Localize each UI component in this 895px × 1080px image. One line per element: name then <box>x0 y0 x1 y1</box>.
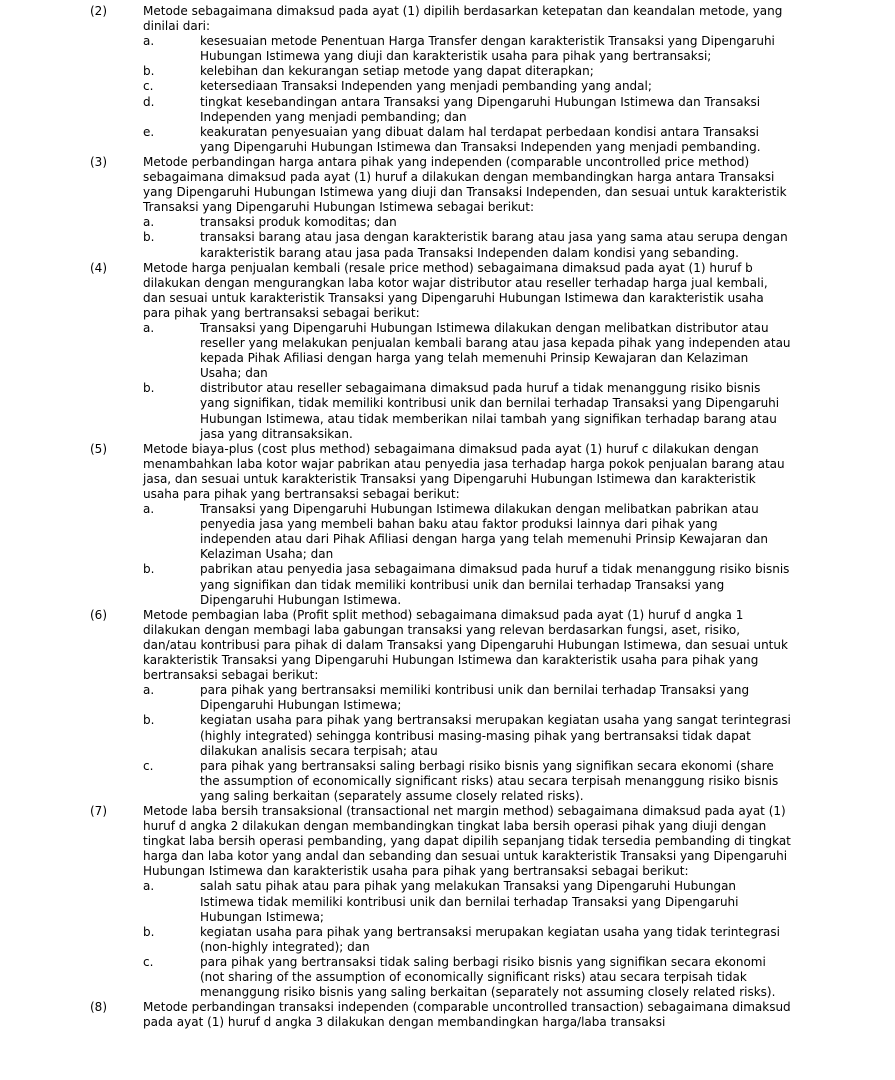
paragraph-body <box>143 608 791 804</box>
paragraph-body <box>143 442 791 608</box>
sub-item-text: kelebihan dan kekurangan setiap metode yang dapat diterapkan; <box>200 64 594 79</box>
sub-item-letter: c. <box>143 79 154 94</box>
numbered-paragraph <box>90 4 895 155</box>
sub-item-text: kesesuaian metode Penentuan Harga Transfer dengan karakteristik Transaksi yang Dipengaruhi Hubungan Istimewa yang diuji dan karakteristik usaha para pihak yang bertransaksi; <box>200 34 775 64</box>
paragraph-body <box>143 261 791 442</box>
sub-item <box>143 381 791 441</box>
paragraph-text: Metode sebagaimana dimaksud pada ayat (1) dipilih berdasarkan ketepatan dan keandalan metode, yang dinilai dari: <box>143 4 783 34</box>
sub-item-text: kegiatan usaha para pihak yang bertransaksi merupakan kegiatan usaha yang tidak terintegrasi (non-highly integrated); dan <box>200 924 780 954</box>
sub-item-letter: a. <box>143 320 155 335</box>
sub-item-letter: a. <box>143 683 155 698</box>
sub-item <box>143 230 791 260</box>
paragraph-number: (3) <box>90 154 107 169</box>
sub-item-letter: b. <box>143 924 155 939</box>
sub-item-letter: b. <box>143 713 155 728</box>
sub-item-text: kegiatan usaha para pihak yang bertransaksi merupakan kegiatan usaha yang sangat terintegrasi (highly integrated) sehingga kontribusi masing-masing pihak yang bertransaksi tidak dapat dilakukan analisis secara terpisah; atau <box>200 713 791 758</box>
paragraph-number: (6) <box>90 607 107 622</box>
paragraph-text: Metode laba bersih transaksional (transactional net margin method) sebagaimana dimaksud pada ayat (1) huruf d angka 2 dilakukan dengan membandingkan tingkat laba bersih operasi pihak yang diuji dengan tingkat laba bersih operasi pembanding, yang dapat dipilih sepanjang tidak tersedia pembanding di tingkat harga dan laba kotor yang andal dan sebanding dan sesuai untuk karakteristik Transaksi yang Dipengaruhi Hubungan Istimewa dan karakteristik usaha para pihak yang bertransaksi sebagai berikut: <box>143 803 791 879</box>
sub-item-letter: a. <box>143 34 155 49</box>
sub-item <box>143 95 791 125</box>
sub-item <box>143 125 791 155</box>
sub-item-letter: b. <box>143 381 155 396</box>
sub-item-letter: c. <box>143 954 154 969</box>
sub-item-letter: b. <box>143 230 155 245</box>
paragraph-body <box>143 1000 791 1030</box>
sub-item-text: transaksi produk komoditas; dan <box>200 215 397 230</box>
sub-item <box>143 321 791 381</box>
paragraph-body <box>143 804 791 1000</box>
paragraph-number: (8) <box>90 1000 107 1015</box>
paragraph-text: Metode perbandingan harga antara pihak yang independen (comparable uncontrolled price method) sebagaimana dimaksud pada ayat (1) huruf a dilakukan dengan membandingkan harga antara Transaksi yang Dipengaruhi Hubungan Istimewa yang diuji dan Transaksi Independen, dan sesuai untuk karakteristik Transaksi yang Dipengaruhi Hubungan Istimewa sebagai berikut: <box>143 154 787 215</box>
paragraph-number: (5) <box>90 441 107 456</box>
sub-item <box>143 683 791 713</box>
sub-item-text: transaksi barang atau jasa dengan karakteristik barang atau jasa yang sama atau serupa dengan karakteristik barang atau jasa pada Transaksi Independen dalam kondisi yang sebanding. <box>200 230 788 260</box>
paragraph-number: (4) <box>90 260 107 275</box>
sub-item-letter: d. <box>143 94 155 109</box>
sub-item-letter: a. <box>143 502 155 517</box>
sub-item-letter: a. <box>143 879 155 894</box>
sub-item-text: para pihak yang bertransaksi memiliki kontribusi unik dan bernilai terhadap Transaksi yang Dipengaruhi Hubungan Istimewa; <box>200 683 750 713</box>
sub-item-text: keakuratan penyesuaian yang dibuat dalam hal terdapat perbedaan kondisi antara Transaksi yang Dipengaruhi Hubungan Istimewa dan Transaksi Independen yang menjadi pembanding. <box>200 124 761 154</box>
paragraph-number: (2) <box>90 4 107 18</box>
sub-item <box>143 562 791 607</box>
sub-item <box>143 79 791 94</box>
sub-item-text: distributor atau reseller sebagaimana dimaksud pada huruf a tidak menanggung risiko bisnis yang signifikan, tidak memiliki kontribusi unik dan bernilai terhadap Transaksi yang Dipengaruhi Hubungan Istimewa, atau tidak memberikan nilai tambah yang signifikan terhadap barang atau jasa yang ditransaksikan. <box>200 381 780 441</box>
sub-item <box>143 34 791 64</box>
paragraph-number: (7) <box>90 803 107 818</box>
sub-item <box>143 759 791 804</box>
sub-item-letter: b. <box>143 562 155 577</box>
numbered-paragraph <box>90 608 895 804</box>
paragraph-body <box>143 155 791 261</box>
paragraph-text: Metode perbandingan transaksi independen (comparable uncontrolled transaction) sebagaimana dimaksud pada ayat (1) huruf d angka 3 dilakukan dengan membandingkan harga/laba transaksi <box>143 1000 791 1030</box>
sub-item-text: tingkat kesebandingan antara Transaksi yang Dipengaruhi Hubungan Istimewa dan Transaksi Independen yang menjadi pembanding; dan <box>200 94 761 124</box>
paragraph-text: Metode harga penjualan kembali (resale price method) sebagaimana dimaksud pada ayat (1) huruf b dilakukan dengan mengurangkan laba kotor wajar distributor atau reseller terhadap harga jual kembali, dan sesuai untuk karakteristik Transaksi yang Dipengaruhi Hubungan Istimewa dan karakteristik usaha para pihak yang bertransaksi sebagai berikut: <box>143 260 768 320</box>
sub-item-text: salah satu pihak atau para pihak yang melakukan Transaksi yang Dipengaruhi Hubungan Istimewa tidak memiliki kontribusi unik dan bernilai terhadap Transaksi yang Dipengaruhi Hubungan Istimewa; <box>200 879 739 924</box>
sub-item-letter: a. <box>143 215 155 230</box>
sub-item-letter: b. <box>143 64 155 79</box>
sub-item <box>143 713 791 758</box>
numbered-paragraph <box>90 442 895 608</box>
numbered-paragraph <box>90 155 895 261</box>
sub-item <box>143 955 791 1000</box>
sub-item-text: para pihak yang bertransaksi saling berbagi risiko bisnis yang signifikan secara ekonomi (share the assumption of economically significant risks) atau secara terpisah menanggung risiko bisnis yang saling berkaitan (separately assume closely related risks). <box>200 758 779 803</box>
paragraph-text: Metode biaya-plus (cost plus method) sebagaimana dimaksud pada ayat (1) huruf c dilakukan dengan menambahkan laba kotor wajar pabrikan atau penyedia jasa terhadap harga pokok penjualan barang atau jasa, dan sesuai untuk karakteristik Transaksi yang Dipengaruhi Hubungan Istimewa dan karakteristik usaha para pihak yang bertransaksi sebagai berikut: <box>143 441 785 501</box>
sub-item-text: Transaksi yang Dipengaruhi Hubungan Istimewa dilakukan dengan melibatkan distributor atau reseller yang melakukan penjualan kembali barang atau jasa kepada pihak yang independen atau kepada Pihak Afiliasi dengan harga yang telah memenuhi Prinsip Kewajaran dan Kelaziman Usaha; dan <box>200 320 791 381</box>
numbered-paragraph <box>90 804 895 1000</box>
sub-item <box>143 879 791 924</box>
sub-item-text: Transaksi yang Dipengaruhi Hubungan Istimewa dilakukan dengan melibatkan pabrikan atau penyedia jasa yang membeli bahan baku atau faktor produksi lainnya dari pihak yang independen atau dari Pihak Afiliasi dengan harga yang telah memenuhi Prinsip Kewajaran dan Kelaziman Usaha; dan <box>200 502 769 562</box>
sub-item <box>143 64 791 79</box>
sub-item <box>143 502 791 562</box>
paragraph-body <box>143 4 791 155</box>
sub-item <box>143 925 791 955</box>
sub-item-text: para pihak yang bertransaksi tidak saling berbagi risiko bisnis yang signifikan secara ekonomi (not sharing of the assumption of economically significant risks) atau secara terpisah tidak menanggung risiko bisnis yang saling berkaitan (separately not assuming closely related risks). <box>200 954 776 1000</box>
sub-item-letter: c. <box>143 758 154 773</box>
sub-item-letter: e. <box>143 124 155 139</box>
numbered-paragraph <box>90 1000 895 1030</box>
sub-item <box>143 215 791 230</box>
numbered-paragraph <box>90 261 895 442</box>
sub-item-text: pabrikan atau penyedia jasa sebagaimana dimaksud pada huruf a tidak menanggung risiko bisnis yang signifikan dan tidak memiliki kontribusi unik dan bernilai terhadap Transaksi yang Dipengaruhi Hubungan Istimewa. <box>200 562 790 607</box>
paragraph-text: Metode pembagian laba (Profit split method) sebagaimana dimaksud pada ayat (1) huruf d angka 1 dilakukan dengan membagi laba gabungan transaksi yang relevan berdasarkan fungsi, aset, risiko, dan/atau kontribusi para pihak di dalam Transaksi yang Dipengaruhi Hubungan Istimewa, dan sesuai untuk karakteristik Transaksi yang Dipengaruhi Hubungan Istimewa dan karakteristik usaha para pihak yang bertransaksi sebagai berikut: <box>143 607 788 683</box>
sub-item-text: ketersediaan Transaksi Independen yang menjadi pembanding yang andal; <box>200 79 652 94</box>
